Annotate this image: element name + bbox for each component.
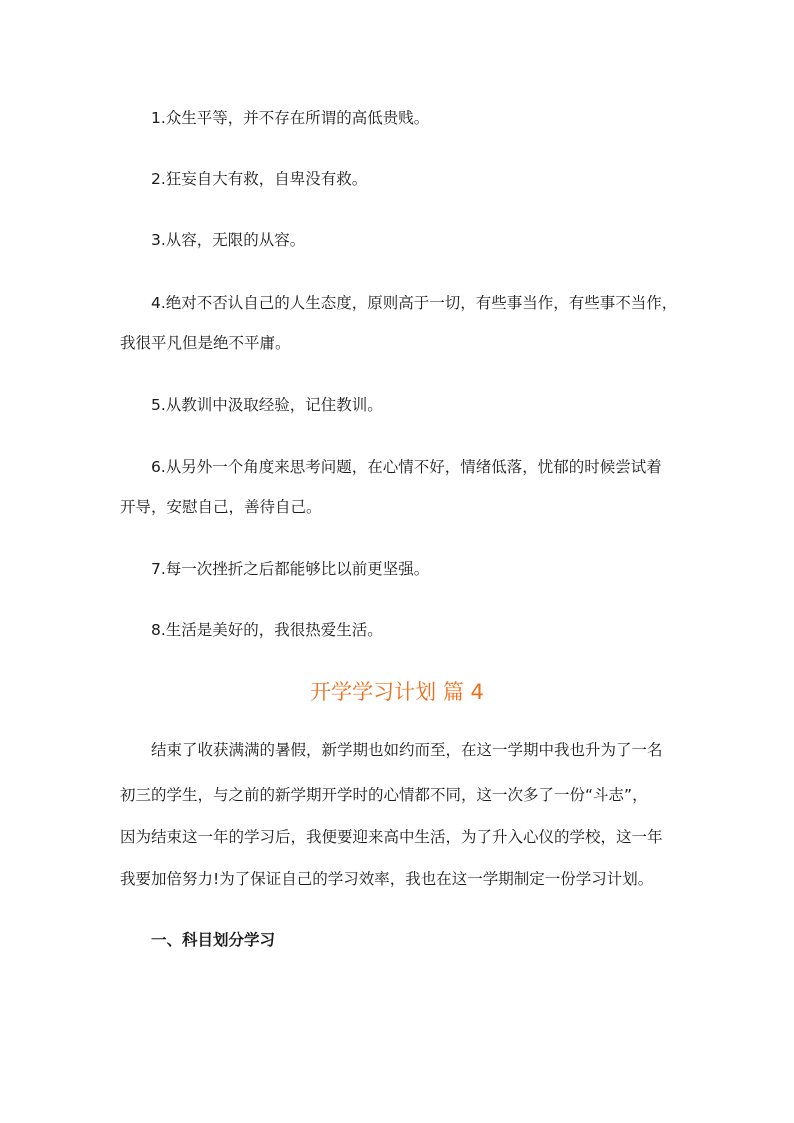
list-item-2: 2.狂妄自大有救，自卑没有救。	[151, 170, 368, 188]
list-item-6-line-1: 6.从另外一个角度来思考问题，在心情不好，情绪低落，忧郁的时候尝试着	[151, 458, 662, 476]
section-title: 开学学习计划 篇 4	[310, 680, 484, 704]
list-item-6-line-2: 开导，安慰自己，善待自己。	[120, 498, 322, 516]
subheading: 一、科目划分学习	[151, 931, 276, 949]
list-item-3: 3.从容，无限的从容。	[151, 231, 306, 249]
list-item-4-line-1: 4.绝对不否认自己的人生态度，原则高于一切，有些事当作，有些事不当作，	[151, 294, 678, 312]
paragraph-line-1: 结束了收获满满的暑假，新学期也如约而至，在这一学期中我也升为了一名	[151, 741, 663, 759]
list-item-4-line-2: 我很平凡但是绝不平庸。	[120, 334, 291, 352]
list-item-8: 8.生活是美好的，我很热爱生活。	[151, 621, 383, 639]
list-item-1: 1.众生平等，并不存在所谓的高低贵贱。	[151, 109, 430, 127]
list-item-5: 5.从教训中汲取经验，记住教训。	[151, 396, 383, 414]
paragraph-line-3: 因为结束这一年的学习后，我便要迎来高中生活，为了升入心仪的学校，这一年	[120, 828, 663, 846]
paragraph-line-2: 初三的学生，与之前的新学期开学时的心情都不同，这一次多了一份“斗志”，	[120, 786, 648, 804]
paragraph-line-4: 我要加倍努力!为了保证自己的学习效率，我也在这一学期制定一份学习计划。	[120, 870, 654, 888]
list-item-7: 7.每一次挫折之后都能够比以前更坚强。	[151, 560, 430, 578]
